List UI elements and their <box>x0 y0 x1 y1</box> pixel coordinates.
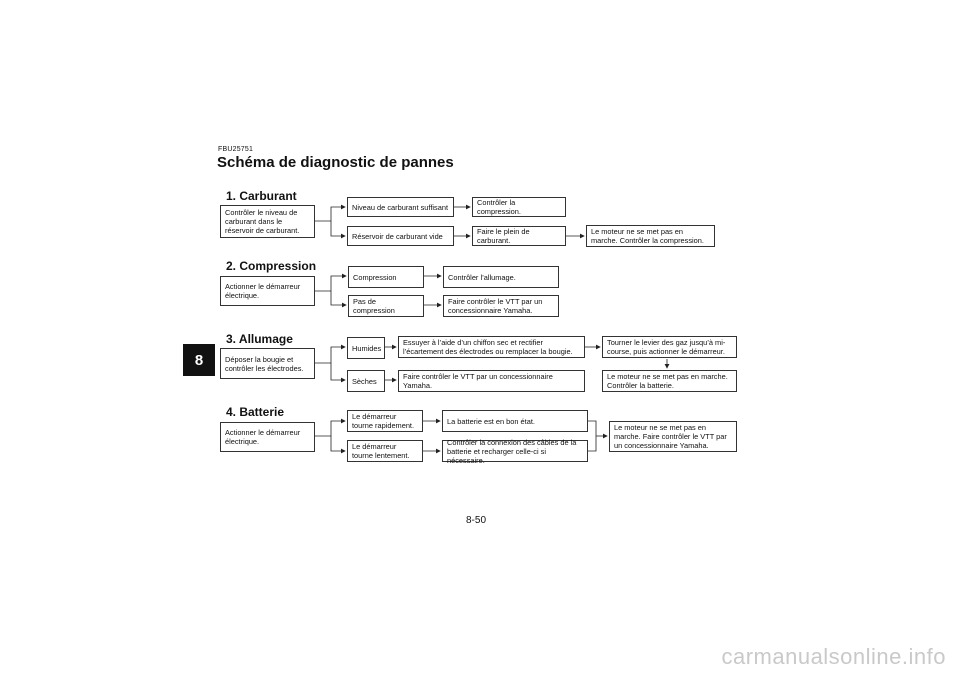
carburant-branch-b-text: Réservoir de carburant vide <box>352 231 443 241</box>
allumage-branch-a-text: Humides <box>352 343 382 353</box>
batterie-final-box <box>609 421 737 452</box>
carburant-start-text: Contrôler le niveau de carburant dans le réservoir de carburant. <box>225 208 300 235</box>
section-title-batterie: 4. Batterie <box>226 405 285 419</box>
carburant-final-b-text: Le moteur ne se met pas en marche. Contrôler la compression. <box>591 227 704 245</box>
page-number: 8-50 <box>466 515 487 526</box>
batterie-branch-a-box <box>347 410 423 432</box>
compression-branch-a-text: Compression <box>353 272 397 282</box>
allumage-branch-a-box <box>347 337 385 359</box>
carburant-branch-a-text: Niveau de carburant suffisant <box>352 202 448 212</box>
allumage-final-a-text: Tourner le levier des gaz jusqu’à mi-course, puis actionner le démarreur. <box>607 338 726 356</box>
allumage-result-b-text: Faire contrôler le VTT par un concessionnaire Yamaha. <box>403 372 553 390</box>
section-title-carburant: 1. Carburant <box>226 189 297 203</box>
batterie-branch-b-text: Le démarreur tourne lentement. <box>352 442 410 460</box>
allumage-start-box <box>220 348 315 379</box>
compression-result-a-box <box>443 266 559 288</box>
allumage-branch-b-text: Sèches <box>352 376 377 386</box>
allumage-final-a2-text: Le moteur ne se met pas en marche. Contrôler la batterie. <box>607 372 728 390</box>
section-title-compression: 2. Compression <box>226 259 317 273</box>
compression-result-a-text: Contrôler l’allumage. <box>448 272 516 282</box>
batterie-result-a-text: La batterie est en bon état. <box>447 416 535 426</box>
batterie-final-text: Le moteur ne se met pas en marche. Faire contrôler le VTT par un concessionnaire Yamaha. <box>614 423 727 450</box>
carburant-final-b-box <box>586 225 715 247</box>
watermark-text: carmanualsonline.info <box>721 644 946 669</box>
allumage-start-text: Déposer la bougie et contrôler les électrodes. <box>225 354 304 373</box>
section-title-allumage: 3. Allumage <box>226 332 293 346</box>
batterie-start-box <box>220 422 315 452</box>
compression-branch-a-box <box>348 266 424 288</box>
chapter-tab: 8 <box>183 344 215 376</box>
allumage-result-a-box <box>398 336 585 358</box>
compression-branch-b-text: Pas de compression <box>353 297 395 315</box>
batterie-result-b-text: Contrôler la connexion des câbles de la batterie et recharger celle-ci si nécessaire. <box>447 437 577 465</box>
carburant-branch-b-box <box>347 226 454 246</box>
compression-branch-b-box <box>348 295 424 317</box>
batterie-result-a-box <box>442 410 588 432</box>
allumage-final-a-box <box>602 336 737 358</box>
page-title: Schéma de diagnostic de pannes <box>217 154 454 171</box>
batterie-result-b-box <box>442 437 588 465</box>
compression-result-b-box <box>443 295 559 317</box>
carburant-result-a-box <box>472 197 566 217</box>
compression-start-text: Actionner le démarreur électrique. <box>225 282 301 300</box>
carburant-start-box <box>220 205 315 238</box>
batterie-start-text: Actionner le démarreur électrique. <box>225 428 301 446</box>
allumage-result-a-text: Essuyer à l’aide d’un chiffon sec et rectifier l’écartement des électrodes ou remplacer la bougie. <box>403 338 573 356</box>
allumage-final-a2-box <box>602 370 737 392</box>
compression-result-b-text: Faire contrôler le VTT par un concessionnaire Yamaha. <box>448 297 543 315</box>
compression-start-box <box>220 276 315 306</box>
allumage-result-b-box <box>398 370 585 392</box>
carburant-result-b-text: Faire le plein de carburant. <box>477 227 530 245</box>
carburant-branch-a-box <box>347 197 454 217</box>
batterie-branch-b-box <box>347 440 423 462</box>
carburant-result-b-box <box>472 226 566 246</box>
carburant-result-a-text: Contrôler la compression. <box>477 198 521 216</box>
allumage-branch-b-box <box>347 370 385 392</box>
batterie-branch-a-text: Le démarreur tourne rapidement. <box>352 412 415 430</box>
document-code: FBU25751 <box>218 146 254 153</box>
